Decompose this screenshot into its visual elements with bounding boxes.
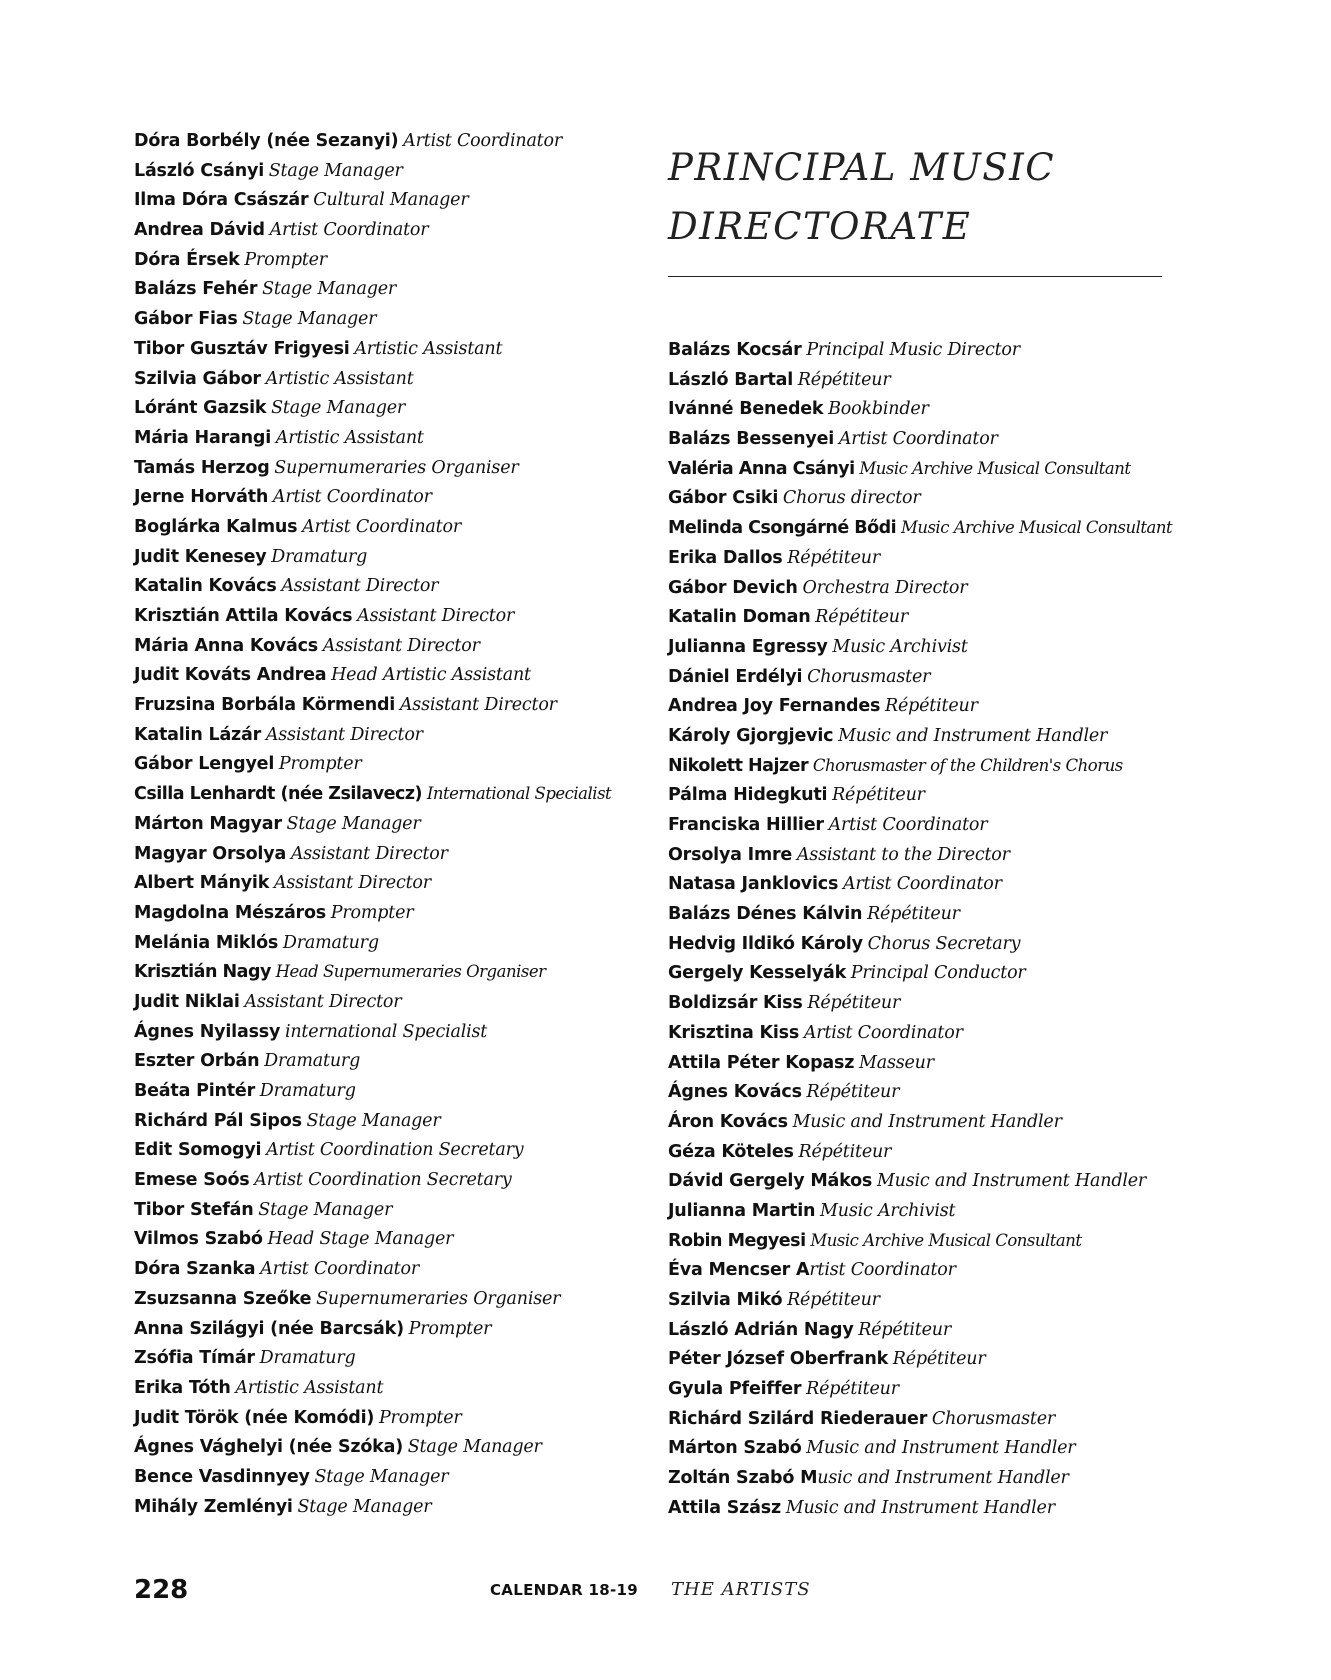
staff-name: Mária Anna Kovács <box>134 635 318 656</box>
staff-entry <box>134 868 634 898</box>
staff-name: Krisztián Nagy <box>134 962 271 983</box>
staff-name: Márton Magyar <box>134 813 282 834</box>
staff-name: Boglárka Kalmus <box>134 516 298 537</box>
staff-name: Márton Szabó <box>668 1438 802 1459</box>
staff-entry <box>668 1285 1188 1315</box>
staff-entry <box>668 662 1188 692</box>
staff-entry <box>134 185 634 215</box>
staff-entry <box>668 632 1188 662</box>
footer-calendar-label: CALENDAR 18-19 <box>490 1581 638 1599</box>
staff-name: Dóra Érsek <box>134 249 240 270</box>
staff-role: Artist Coordinator <box>302 516 461 537</box>
staff-role: Music and Instrument Handler <box>806 1438 1076 1459</box>
staff-name: Anna Szilágyi (née Barcsák) <box>134 1318 404 1339</box>
staff-entry <box>134 1403 634 1433</box>
staff-name: Dániel Erdélyi <box>668 666 803 687</box>
staff-role: Dramaturg <box>282 932 379 953</box>
staff-entry <box>668 394 1188 424</box>
staff-name: Ágnes Kovács <box>668 1082 802 1103</box>
staff-role: Dramaturg <box>259 1081 356 1101</box>
staff-role: Assistant Director <box>244 991 402 1012</box>
staff-entry <box>668 1344 1188 1374</box>
staff-role: Music Archive Musical Consultant <box>810 1230 1082 1250</box>
staff-entry <box>668 869 1188 899</box>
staff-entry <box>134 1284 634 1314</box>
staff-name: Gábor Lengyel <box>134 754 275 775</box>
staff-entry <box>668 958 1188 988</box>
staff-entry <box>134 839 634 869</box>
staff-entry <box>668 751 1188 781</box>
staff-role: Stage Manager <box>242 309 377 330</box>
staff-role: Artist Coordination Secretary <box>254 1170 512 1191</box>
staff-name: Eszter Orbán <box>134 1051 260 1072</box>
staff-name: Gábor Csiki <box>668 488 779 509</box>
staff-entry <box>134 720 634 750</box>
staff-role: Répétiteur <box>885 696 978 717</box>
staff-name: Krisztina Kiss <box>668 1022 800 1043</box>
staff-name: Ivánné Benedek <box>668 399 824 420</box>
staff-name: Péter József Oberfrank <box>668 1349 889 1370</box>
staff-name: Ilma Dóra Császár <box>134 190 309 211</box>
staff-role: Répétiteur <box>832 785 925 806</box>
staff-entry <box>134 1135 634 1165</box>
staff-name: Magyar Orsolya <box>134 843 287 864</box>
staff-role: Chorusmaster <box>807 666 931 687</box>
staff-name: Pálma Hidegkuti <box>668 785 828 806</box>
staff-role: Stage Manager <box>407 1437 542 1458</box>
staff-name: Ágnes Nyilassy <box>134 1021 281 1042</box>
staff-role: Principal Conductor <box>850 963 1026 984</box>
staff-name: Dávid Gergely Mákos <box>668 1171 873 1192</box>
staff-name: Lóránt Gazsik <box>134 398 267 419</box>
staff-entry <box>668 1226 1188 1256</box>
staff-role: Répétiteur <box>858 1319 952 1340</box>
staff-entry <box>668 929 1188 959</box>
staff-role: Stage Manager <box>286 813 421 834</box>
staff-name: Dóra Borbély (née Sezanyi) <box>134 131 399 151</box>
staff-entry <box>134 1254 634 1284</box>
staff-entry <box>668 721 1188 751</box>
staff-name: Gábor Fias <box>134 309 238 330</box>
staff-entry <box>134 1195 634 1225</box>
staff-entry <box>134 898 634 928</box>
staff-entry <box>134 156 634 186</box>
staff-entry <box>134 482 634 512</box>
staff-entry <box>668 1018 1188 1048</box>
staff-role: Artist Coordinator <box>842 874 1002 895</box>
staff-name: Dóra Szanka <box>134 1259 256 1280</box>
staff-name: Franciska Hillier <box>668 815 824 835</box>
staff-role: Assistant Director <box>281 576 439 597</box>
staff-entry <box>668 573 1188 603</box>
staff-entry <box>134 1076 634 1106</box>
staff-role: Dramaturg <box>264 1051 361 1072</box>
staff-name: Boldizsár Kiss <box>668 993 803 1014</box>
staff-role: Stage Manager <box>262 279 397 300</box>
section-heading <box>668 138 1055 256</box>
staff-entry <box>134 1343 634 1373</box>
staff-name: Melinda Csongárné Bődi <box>668 518 897 539</box>
staff-role: Prompter <box>408 1318 492 1339</box>
staff-role: Music Archivist <box>820 1200 956 1221</box>
staff-name: Bence Vasdinnyey <box>134 1466 310 1487</box>
staff-role: Artistic Assistant <box>235 1377 384 1398</box>
staff-role: Répétiteur <box>787 547 880 568</box>
staff-entry <box>134 1432 634 1462</box>
staff-entry <box>668 335 1188 365</box>
staff-entry <box>668 365 1188 395</box>
staff-entry <box>134 1165 634 1195</box>
staff-name: Judit Kenesey <box>134 546 267 567</box>
staff-entry <box>134 660 634 690</box>
staff-name: Éva Mencser A <box>668 1260 810 1281</box>
staff-role: international Specialist <box>284 1021 488 1042</box>
staff-entry <box>134 749 634 779</box>
staff-name: Balázs Fehér <box>134 279 258 300</box>
staff-role: Music and Instrument Handler <box>838 725 1108 746</box>
staff-entry <box>668 1463 1188 1493</box>
staff-role: Supernumeraries Organiser <box>316 1288 561 1309</box>
staff-name: Hedvig Ildikó Károly <box>668 933 863 954</box>
staff-role: Head Stage Manager <box>267 1229 454 1250</box>
staff-role: Artist Coordinator <box>828 815 988 835</box>
staff-role: Music and Instrument Handler <box>785 1497 1055 1518</box>
staff-role: Artist Coordination Secretary <box>266 1140 524 1161</box>
staff-name: László Adrián Nagy <box>668 1319 854 1340</box>
staff-name: Gergely Kesselyák <box>668 963 847 984</box>
staff-role: Répétiteur <box>806 1082 900 1103</box>
footer-section-label: THE ARTISTS <box>671 1579 811 1600</box>
staff-name: Jerne Horváth <box>134 487 269 508</box>
staff-entry <box>134 987 634 1017</box>
staff-name: Beáta Pintér <box>134 1081 256 1101</box>
staff-name: Vilmos Szabó <box>134 1229 263 1250</box>
staff-entry <box>668 810 1188 840</box>
staff-name: Orsolya Imre <box>668 844 793 865</box>
staff-role: Assistant Director <box>290 843 448 864</box>
staff-role: Artistic Assistant <box>354 338 503 359</box>
staff-role: Stage Manager <box>271 398 406 419</box>
staff-role: Répétiteur <box>815 607 909 628</box>
staff-role: Prompter <box>330 902 414 923</box>
staff-role: Assistant Director <box>322 635 480 656</box>
staff-entry <box>134 542 634 572</box>
staff-role: Répétiteur <box>787 1290 880 1310</box>
staff-role: Chorus director <box>782 488 921 509</box>
staff-name: Károly Gjorgjevic <box>668 725 834 746</box>
staff-role: Bookbinder <box>828 399 929 420</box>
staff-role: Artist Coordinator <box>260 1259 420 1280</box>
staff-role: Assistant Director <box>399 695 557 716</box>
staff-role: Artist Coordinator <box>272 487 432 508</box>
staff-role: usic and Instrument Handler <box>817 1468 1069 1489</box>
staff-entry <box>668 602 1188 632</box>
staff-role: Assistant Director <box>273 873 431 894</box>
staff-name: Albert Mányik <box>134 873 270 894</box>
staff-entry <box>668 543 1188 573</box>
staff-role: Stage Manager <box>306 1110 441 1131</box>
staff-entry <box>134 453 634 483</box>
staff-role: Music Archivist <box>832 636 968 657</box>
staff-entry <box>134 423 634 453</box>
staff-name: Natasa Janklovics <box>668 874 839 895</box>
staff-name: Zoltán Szabó M <box>668 1468 818 1489</box>
staff-entry <box>668 1404 1188 1434</box>
staff-entry <box>134 334 634 364</box>
staff-role: rtist Coordinator <box>809 1260 956 1281</box>
staff-role: Répétiteur <box>798 1141 892 1162</box>
staff-name: Julianna Martin <box>668 1200 816 1221</box>
staff-name: Balázs Bessenyei <box>668 429 835 450</box>
staff-name: Tibor Gusztáv Frigyesi <box>134 338 350 359</box>
staff-entry <box>134 957 634 987</box>
staff-name: Katalin Kovács <box>134 576 277 597</box>
staff-entry <box>668 988 1188 1018</box>
staff-name: Mihály Zemlényi <box>134 1496 293 1517</box>
staff-entry <box>134 1462 634 1492</box>
staff-entry <box>134 1017 634 1047</box>
staff-role: Music and Instrument Handler <box>876 1171 1147 1192</box>
staff-name: Attila Szász <box>668 1497 781 1518</box>
section-heading-line-2: DIRECTORATE <box>668 205 972 248</box>
staff-role: Masseur <box>859 1052 934 1073</box>
staff-entry <box>668 1433 1188 1463</box>
staff-entry <box>134 928 634 958</box>
staff-name: Judit Kováts Andrea <box>134 665 327 686</box>
staff-role: Assistant Director <box>357 606 515 626</box>
staff-entry <box>134 393 634 423</box>
staff-entry <box>134 601 634 631</box>
staff-name: Csilla Lenhardt (née Zsilavecz) <box>134 784 423 805</box>
page-number: 228 <box>134 1575 189 1605</box>
staff-name: Szilvia Mikó <box>668 1290 783 1310</box>
staff-name: Robin Megyesi <box>668 1230 806 1251</box>
staff-role: Chorusmaster <box>931 1408 1056 1429</box>
staff-role: Head Artistic Assistant <box>331 665 531 686</box>
staff-entry <box>134 571 634 601</box>
staff-entry <box>134 1492 634 1522</box>
staff-role: International Specialist <box>426 784 612 804</box>
staff-name: Judit Niklai <box>134 991 240 1012</box>
staff-entry <box>668 1255 1188 1285</box>
staff-entry <box>668 483 1188 513</box>
staff-role: Orchestra Director <box>802 577 968 598</box>
staff-name: Gábor Devich <box>668 577 798 598</box>
staff-role: Principal Music Director <box>806 340 1020 360</box>
staff-role: Stage Manager <box>297 1496 432 1517</box>
staff-name: Emese Soós <box>134 1170 250 1191</box>
staff-entry <box>134 364 634 394</box>
staff-entry <box>668 1196 1188 1226</box>
staff-role: Assistant to the Director <box>796 844 1010 865</box>
staff-entry <box>134 631 634 661</box>
staff-name: Magdolna Mészáros <box>134 902 327 923</box>
staff-entry <box>134 304 634 334</box>
staff-role: Music and Instrument Handler <box>792 1111 1062 1132</box>
staff-role: Music Archive Musical Consultant <box>859 458 1131 478</box>
staff-entry <box>668 840 1188 870</box>
staff-entry <box>134 1046 634 1076</box>
staff-entry <box>668 1315 1188 1345</box>
staff-name: Nikolett Hajzer <box>668 755 809 776</box>
staff-name: Attila Péter Kopasz <box>668 1052 855 1073</box>
section-heading-line-1: PRINCIPAL MUSIC <box>668 146 1056 189</box>
staff-name: Géza Köteles <box>668 1141 794 1162</box>
staff-name: Zsuzsanna Szeőke <box>134 1288 312 1309</box>
staff-entry <box>668 454 1188 484</box>
staff-entry <box>668 1137 1188 1167</box>
staff-name: Balázs Kocsár <box>668 340 802 360</box>
staff-role: Music Archive Musical Consultant <box>900 518 1173 538</box>
staff-name: Tamás Herzog <box>134 457 270 478</box>
staff-entry <box>134 809 634 839</box>
staff-role: Supernumeraries Organiser <box>274 457 519 478</box>
section-divider <box>668 276 1162 277</box>
staff-role: Répétiteur <box>892 1349 986 1370</box>
staff-name: Szilvia Gábor <box>134 368 261 389</box>
staff-entry <box>134 245 634 275</box>
staff-name: Andrea Dávid <box>134 220 265 241</box>
staff-name: Richárd Pál Sipos <box>134 1110 302 1131</box>
staff-name: Mária Harangi <box>134 427 272 448</box>
staff-entry <box>668 691 1188 721</box>
staff-entry <box>668 424 1188 454</box>
staff-entry <box>668 513 1188 543</box>
staff-name: Fruzsina Borbála Körmendi <box>134 695 396 716</box>
staff-role: Stage Manager <box>268 160 403 181</box>
staff-role: Artistic Assistant <box>275 427 424 448</box>
staff-role: Artist Coordinator <box>403 131 563 151</box>
staff-entry <box>134 215 634 245</box>
staff-role: Dramaturg <box>271 546 368 567</box>
staff-entry <box>134 126 634 156</box>
staff-entry <box>668 1077 1188 1107</box>
staff-name: László Bartal <box>668 369 794 390</box>
staff-entry <box>134 1106 634 1136</box>
staff-role: Répétiteur <box>867 904 960 925</box>
staff-role: Chorus Secretary <box>867 933 1021 954</box>
staff-entry <box>668 780 1188 810</box>
right-column-list <box>668 335 1188 1523</box>
staff-name: László Csányi <box>134 160 265 181</box>
staff-entry <box>668 1374 1188 1404</box>
staff-role: Head Supernumeraries Organiser <box>275 962 546 982</box>
staff-role: Cultural Manager <box>313 190 469 211</box>
staff-name: Balázs Dénes Kálvin <box>668 904 863 925</box>
staff-entry <box>668 1493 1188 1523</box>
staff-name: Katalin Lázár <box>134 724 262 745</box>
staff-role: Chorusmaster of the Children's Chorus <box>812 755 1123 775</box>
staff-name: Erika Dallos <box>668 547 783 568</box>
left-column-list <box>134 126 634 1521</box>
staff-name: Richárd Szilárd Riederauer <box>668 1408 928 1429</box>
staff-name: Krisztián Attila Kovács <box>134 606 353 626</box>
staff-role: Prompter <box>278 754 362 775</box>
staff-name: Áron Kovács <box>668 1111 788 1132</box>
staff-role: Stage Manager <box>258 1199 393 1220</box>
staff-role: Artist Coordinator <box>269 220 429 241</box>
staff-entry <box>134 1373 634 1403</box>
staff-entry <box>134 1314 634 1344</box>
staff-name: Andrea Joy Fernandes <box>668 696 881 717</box>
staff-role: Prompter <box>378 1407 462 1428</box>
staff-name: Katalin Doman <box>668 607 811 628</box>
staff-entry <box>668 1048 1188 1078</box>
staff-entry <box>668 1166 1188 1196</box>
staff-role: Assistant Director <box>265 724 423 745</box>
staff-entry <box>134 1224 634 1254</box>
staff-role: Artistic Assistant <box>265 368 414 389</box>
staff-entry <box>668 899 1188 929</box>
staff-name: Edit Somogyi <box>134 1140 262 1161</box>
staff-name: Judit Török (née Komódi) <box>134 1407 375 1428</box>
staff-name: Julianna Egressy <box>668 636 828 657</box>
staff-name: Gyula Pfeiffer <box>668 1379 802 1400</box>
staff-name: Melánia Miklós <box>134 932 279 953</box>
staff-entry <box>134 690 634 720</box>
staff-role: Répétiteur <box>807 993 901 1014</box>
staff-name: Ágnes Vághelyi (née Szóka) <box>134 1437 403 1458</box>
staff-role: Répétiteur <box>797 369 891 390</box>
staff-role: Prompter <box>244 249 327 270</box>
staff-role: Répétiteur <box>806 1379 899 1400</box>
staff-role: Artist Coordinator <box>838 429 998 450</box>
staff-entry <box>134 274 634 304</box>
staff-role: Stage Manager <box>314 1466 449 1487</box>
staff-name: Valéria Anna Csányi <box>668 458 855 479</box>
staff-role: Artist Coordinator <box>803 1022 963 1043</box>
staff-entry <box>134 779 634 809</box>
staff-name: Erika Tóth <box>134 1377 231 1398</box>
staff-entry <box>668 1107 1188 1137</box>
staff-role: Dramaturg <box>259 1348 356 1369</box>
staff-entry <box>134 512 634 542</box>
staff-name: Zsófia Tímár <box>134 1348 255 1369</box>
staff-name: Tibor Stefán <box>134 1199 254 1220</box>
